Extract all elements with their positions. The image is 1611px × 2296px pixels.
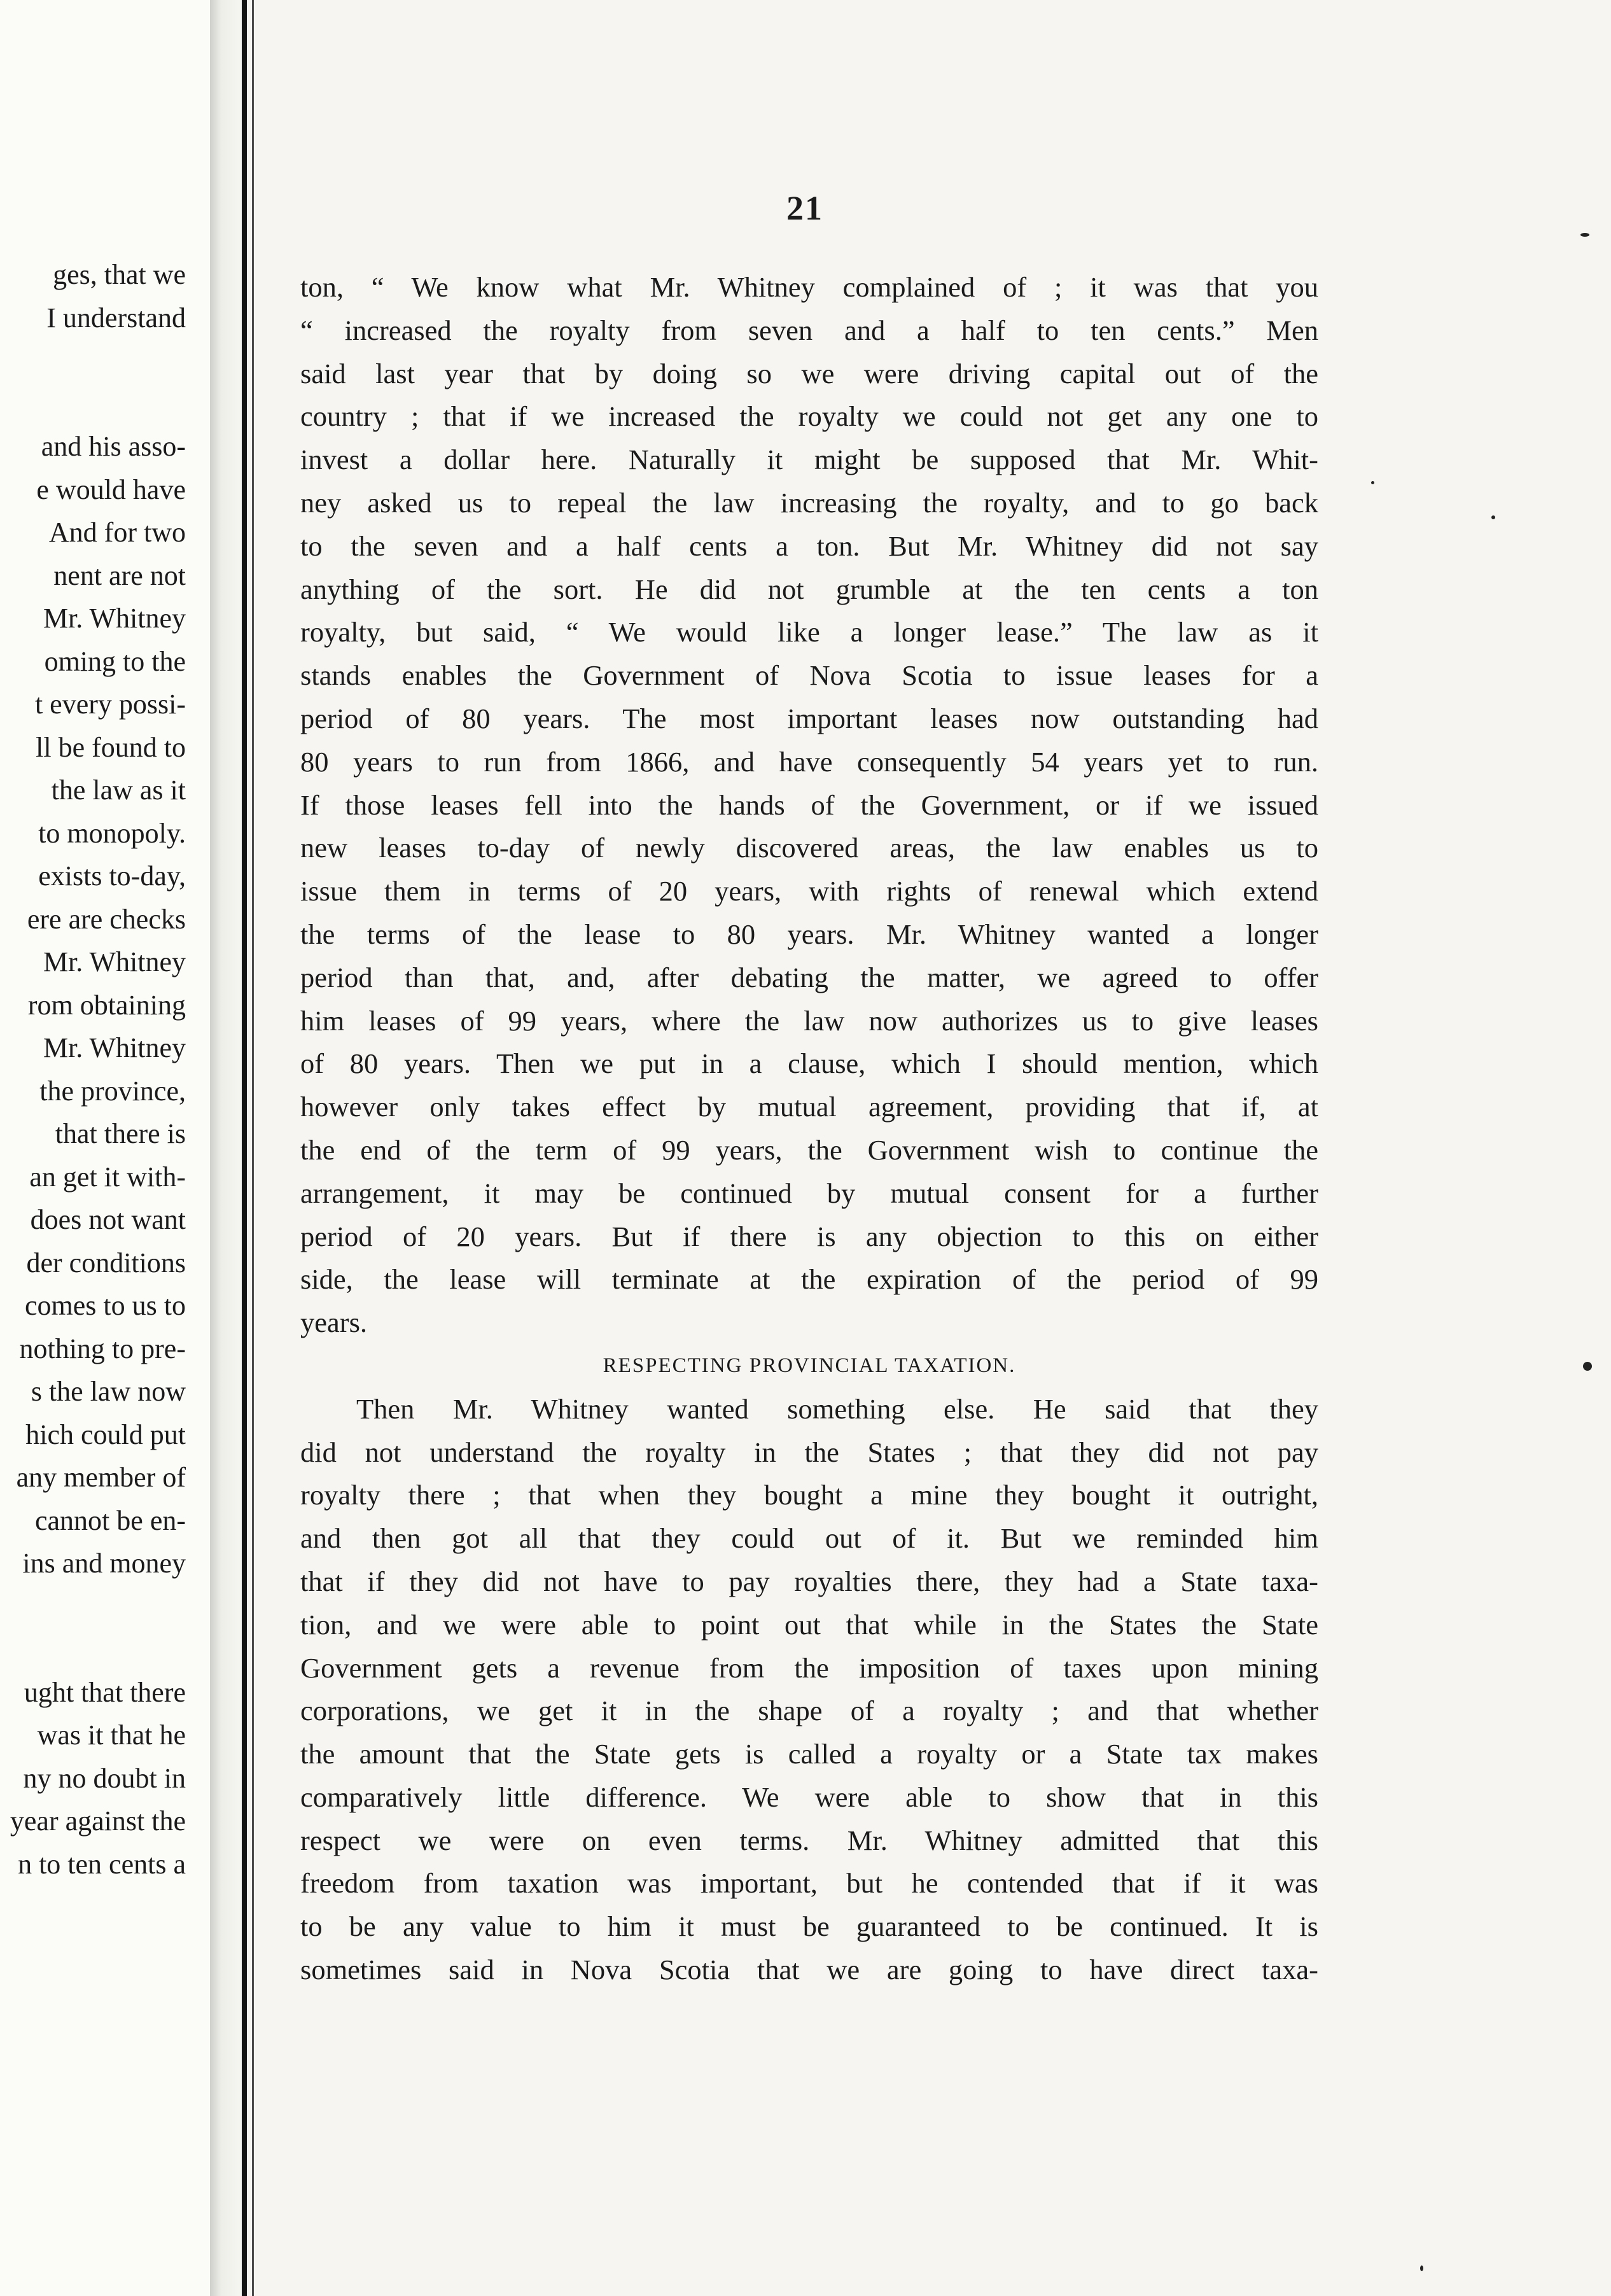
text-line: Government gets a revenue from the imposition of taxes upon mining <box>300 1651 1318 1684</box>
text-line: to be any value to him it must be guaranteed to be continued. It is <box>300 1910 1318 1943</box>
left-page-line: e would have <box>36 473 186 505</box>
left-page-line: was it that he <box>37 1719 186 1751</box>
binding-edge-line-inner <box>252 0 254 2296</box>
left-page-line: nothing to pre- <box>19 1333 186 1364</box>
left-page-line: comes to us to <box>25 1290 186 1321</box>
left-page-line: does not want <box>30 1204 186 1235</box>
scan-speck <box>1583 1362 1592 1371</box>
left-page-line: year against the <box>10 1805 186 1837</box>
left-page-line: oming to the <box>44 645 186 677</box>
binding-edge-line <box>242 0 247 2296</box>
text-line: side, the lease will terminate at the expiration of the period of 99 <box>300 1263 1318 1296</box>
text-line: ton, “ We know what Mr. Whitney complained of ; it was that you <box>300 271 1318 303</box>
left-page-line: and his asso- <box>41 431 186 462</box>
section-heading: RESPECTING PROVINCIAL TAXATION. <box>603 1354 1016 1377</box>
left-page-line: ught that there <box>24 1676 186 1708</box>
left-page-line: Mr. Whitney <box>43 1032 186 1063</box>
text-line: royalty there ; that when they bought a mine they bought it outright, <box>300 1479 1318 1511</box>
scan-speck <box>1371 481 1374 484</box>
text-line: period than that, and, after debating the matter, we agreed to offer <box>300 961 1318 993</box>
left-page-line <box>10 382 186 426</box>
text-line: ney asked us to repeal the law increasing the royalty, and to go back <box>300 486 1318 519</box>
left-page-line: any member of <box>16 1462 186 1493</box>
left-page-line: I understand <box>46 302 186 333</box>
text-line: years. <box>300 1306 368 1339</box>
text-line: the amount that the State gets is called a royalty or a State tax makes <box>300 1738 1318 1770</box>
text-line: of 80 years. Then we put in a clause, which I should mention, which <box>300 1047 1318 1080</box>
left-page-line: the province, <box>39 1075 186 1107</box>
left-page-text-column <box>10 253 186 1886</box>
text-line: corporations, we get it in the shape of a royalty ; and that whether <box>300 1695 1318 1727</box>
left-page-line <box>10 339 186 382</box>
left-page-line: ll be found to <box>36 731 186 763</box>
text-line: 80 years to run from 1866, and have consequently 54 years yet to run. <box>300 745 1318 778</box>
text-line: issue them in terms of 20 years, with rights of renewal which extend <box>300 875 1318 907</box>
text-line: country ; that if we increased the royalty we could not get any one to <box>300 400 1318 433</box>
text-line: however only takes effect by mutual agreement, providing that if, at <box>300 1091 1318 1123</box>
left-page-line: t every possi- <box>34 689 186 720</box>
left-page-line: an get it with- <box>29 1161 186 1193</box>
page-number: 21 <box>786 189 823 227</box>
text-line: new leases to-day of newly discovered areas, the law enables us to <box>300 832 1318 864</box>
left-page-line: And for two <box>48 517 186 548</box>
text-line: the terms of the lease to 80 years. Mr. Whitney wanted a longer <box>300 918 1318 950</box>
text-line: royalty, but said, “ We would like a longer lease.” The law as it <box>300 616 1318 648</box>
left-page-line: ny no doubt in <box>23 1762 186 1794</box>
text-line: sometimes said in Nova Scotia that we are going to have direct taxa- <box>300 1954 1318 1986</box>
text-line: freedom from taxation was important, but he contended that if it was <box>300 1867 1318 1900</box>
text-line: stands enables the Government of Nova Scotia to issue leases for a <box>300 659 1318 692</box>
left-facing-page <box>0 0 210 2296</box>
paragraph-provincial-taxation <box>300 1388 1318 1992</box>
paragraph-royalty-lease <box>300 266 1318 1345</box>
left-page-line: hich could put <box>25 1418 186 1450</box>
text-line: tion, and we were able to point out that while in the States the State <box>300 1608 1318 1641</box>
left-page-line: exists to-day, <box>38 860 186 892</box>
text-line: anything of the sort. He did not grumble at the ten cents a ton <box>300 573 1318 605</box>
left-page-line <box>10 1585 186 1628</box>
text-line: period of 20 years. But if there is any objection to this on either <box>300 1220 1318 1252</box>
left-page-line: to monopoly. <box>38 817 186 849</box>
text-line: to the seven and a half cents a ton. But Mr. Whitney did not say <box>300 529 1318 562</box>
left-page-line: Mr. Whitney <box>43 603 186 634</box>
text-line: and then got all that they could out of it. But we reminded him <box>300 1522 1318 1555</box>
left-page-line: the law as it <box>51 774 186 806</box>
left-page-line: ere are checks <box>27 903 186 935</box>
left-page-line: ges, that we <box>53 259 186 290</box>
text-line: comparatively little difference. We were able to show that in this <box>300 1781 1318 1813</box>
left-page-line: rom obtaining <box>27 989 186 1021</box>
text-line: said last year that by doing so we were driving capital out of the <box>300 357 1318 389</box>
text-line: that if they did not have to pay royalties there, they had a State taxa- <box>300 1565 1318 1597</box>
left-page-line: der conditions <box>26 1247 186 1278</box>
left-page-line: n to ten cents a <box>18 1848 186 1880</box>
scan-speck <box>1491 515 1495 519</box>
left-page-line: ins and money <box>22 1548 186 1579</box>
main-page-body <box>300 266 1318 1992</box>
left-page-line: s the law now <box>31 1376 186 1407</box>
left-page-line <box>10 1628 186 1671</box>
text-line: him leases of 99 years, where the law now authorizes us to give leases <box>300 1004 1318 1037</box>
left-page-line: nent are not <box>53 559 186 591</box>
text-line: did not understand the royalty in the States ; that they did not pay <box>300 1436 1318 1468</box>
text-line: the end of the term of 99 years, the Government wish to continue the <box>300 1133 1318 1166</box>
text-line: arrangement, it may be continued by mutual consent for a further <box>300 1177 1318 1209</box>
text-line: period of 80 years. The most important leases now outstanding had <box>300 702 1318 734</box>
text-line: invest a dollar here. Naturally it might be supposed that Mr. Whit- <box>300 444 1318 476</box>
text-line: “ increased the royalty from seven and a half to ten cents.” Men <box>300 314 1318 346</box>
left-page-line: Mr. Whitney <box>43 946 186 977</box>
left-page-line: cannot be en- <box>35 1504 186 1536</box>
text-line: If those leases fell into the hands of the Government, or if we issued <box>300 788 1318 821</box>
text-line: Then Mr. Whitney wanted something else. He said that they <box>356 1392 1318 1425</box>
scan-speck <box>1580 233 1589 237</box>
left-page-line: that there is <box>55 1118 186 1149</box>
text-line: respect we were on even terms. Mr. Whitney admitted that this <box>300 1824 1318 1856</box>
scan-speck <box>1420 2265 1423 2271</box>
